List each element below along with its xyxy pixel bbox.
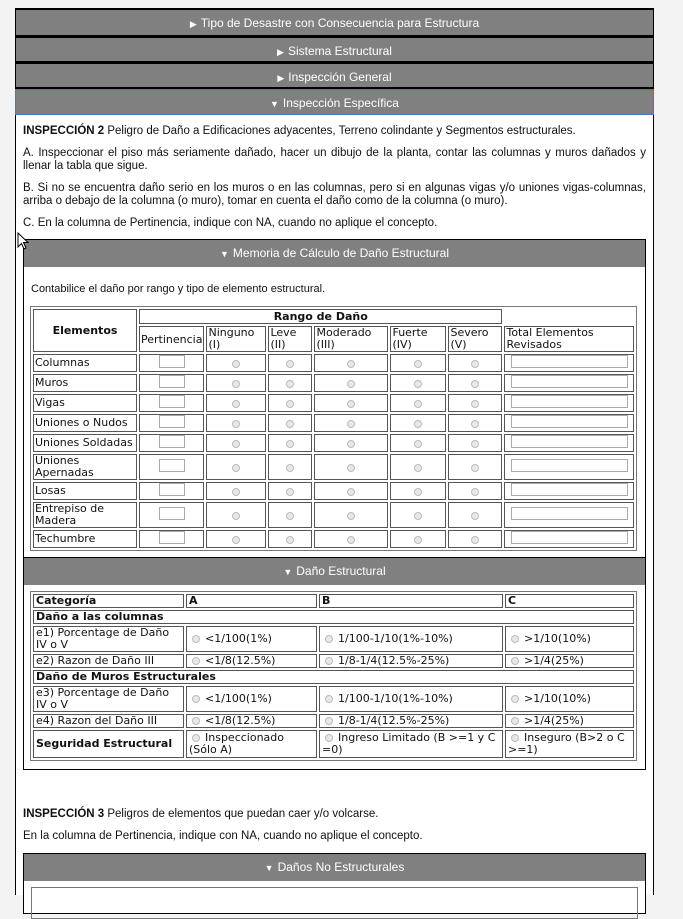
damage-cell — [390, 434, 446, 452]
option-c[interactable] — [505, 686, 634, 712]
radio-button[interactable] — [471, 488, 479, 496]
table-row — [33, 654, 634, 668]
damage-cell — [390, 530, 446, 548]
option-label: >1/10(10%) — [524, 692, 591, 705]
category-label: e2) Razon de Daño III — [33, 654, 184, 668]
damage-cell — [448, 482, 502, 500]
dano-title: Daño Estructural — [296, 564, 386, 578]
option-a[interactable] — [186, 714, 317, 728]
inspeccion3-heading: INSPECCIÓN 3 — [23, 808, 105, 820]
radio-button[interactable] — [325, 695, 333, 703]
option-a[interactable] — [186, 686, 317, 712]
damage-cell — [268, 434, 312, 452]
triangle-right-icon: ▶ — [189, 19, 197, 29]
radio-button[interactable] — [347, 400, 355, 408]
radio-button[interactable] — [347, 440, 355, 448]
radio-button[interactable] — [414, 536, 422, 544]
accordion-inspeccion-general[interactable] — [15, 63, 654, 89]
option-label: <1/100(1%) — [205, 632, 272, 645]
pertinencia-input[interactable] — [159, 483, 185, 496]
element-label: Techumbre — [33, 530, 137, 548]
accordion-label: Sistema Estructural — [287, 44, 392, 58]
header-damage-2: Moderado (III) — [314, 326, 388, 352]
pertinencia-cell — [139, 530, 204, 548]
accordion — [15, 8, 654, 895]
triangle-right-icon: ▶ — [277, 47, 284, 57]
accordion-sistema-estructural[interactable] — [15, 37, 654, 63]
element-label: Entrepiso de Madera — [33, 502, 137, 528]
damage-cell — [448, 454, 502, 480]
damage-cell — [448, 414, 502, 432]
pertinencia-cell — [139, 502, 204, 528]
radio-button[interactable] — [232, 512, 240, 520]
accordion-label: Inspección General — [288, 70, 392, 84]
header-categoria: Categoría — [33, 594, 184, 608]
damage-cell — [206, 482, 266, 500]
pertinencia-input[interactable] — [159, 435, 185, 448]
damage-cell — [314, 354, 388, 372]
table-row — [33, 530, 634, 548]
damage-cell — [206, 502, 266, 528]
damage-cell — [390, 374, 446, 392]
radio-button[interactable] — [511, 657, 519, 665]
damage-cell — [314, 374, 388, 392]
option-label: Ingreso Limitado (B >=1 y C =0) — [322, 731, 496, 756]
damage-cell — [206, 454, 266, 480]
total-input[interactable] — [511, 415, 628, 428]
element-label: Losas — [33, 482, 137, 500]
damage-cell — [448, 434, 502, 452]
damage-cell — [314, 434, 388, 452]
damage-cell — [390, 354, 446, 372]
option-label: Inspeccionado (Sólo A) — [189, 731, 285, 756]
damage-cell — [268, 354, 312, 372]
header-c: C — [505, 594, 634, 608]
memoria-header[interactable] — [24, 240, 645, 267]
category-label: e1) Porcentage de Daño IV o V — [33, 626, 184, 652]
damage-cell — [268, 502, 312, 528]
option-label: 1/100-1/10(1%-10%) — [338, 632, 453, 645]
header-damage-0: Ninguno (I) — [206, 326, 266, 352]
accordion-label: Inspección Específica — [282, 96, 399, 110]
option-label: <1/100(1%) — [205, 692, 272, 705]
radio-button[interactable] — [414, 512, 422, 520]
radio-button[interactable] — [192, 635, 200, 643]
memoria-table — [30, 306, 637, 551]
total-cell — [504, 434, 634, 452]
damage-cell — [390, 482, 446, 500]
pertinencia-input[interactable] — [159, 415, 185, 428]
radio-button[interactable] — [325, 657, 333, 665]
no-estructurales-header[interactable] — [24, 854, 645, 881]
table-row — [33, 374, 634, 392]
radio-button[interactable] — [471, 380, 479, 388]
option-a[interactable] — [186, 626, 317, 652]
radio-button[interactable] — [511, 734, 519, 742]
damage-cell — [206, 530, 266, 548]
header-pertinencia: Pertinencia — [139, 326, 204, 352]
inspeccion-especifica-panel — [15, 115, 654, 895]
pertinencia-input[interactable] — [159, 531, 185, 544]
inspeccion2-desc: Peligro de Daño a Edificaciones adyacentes, Terreno colindante y Segmentos estructurales. — [104, 125, 576, 137]
radio-button[interactable] — [286, 380, 294, 388]
total-cell — [504, 374, 634, 392]
no-estructurales-table — [31, 887, 638, 919]
radio-button[interactable] — [232, 536, 240, 544]
total-cell — [504, 530, 634, 548]
inspeccion2-heading: INSPECCIÓN 2 — [23, 125, 105, 137]
radio-button[interactable] — [511, 635, 519, 643]
header-damage-1: Leve (II) — [268, 326, 312, 352]
element-label: Vigas — [33, 394, 137, 412]
no-estructurales-section — [23, 853, 646, 914]
radio-button[interactable] — [471, 360, 479, 368]
radio-button[interactable] — [286, 488, 294, 496]
total-input[interactable] — [511, 375, 628, 388]
header-a: A — [186, 594, 317, 608]
damage-cell — [448, 394, 502, 412]
category-label: e3) Porcentage de Daño IV o V — [33, 686, 184, 712]
pertinencia-cell — [139, 414, 204, 432]
dano-table — [30, 591, 637, 761]
pertinencia-input[interactable] — [159, 355, 185, 368]
radio-button[interactable] — [471, 400, 479, 408]
memoria-section — [23, 239, 646, 558]
total-cell — [504, 354, 634, 372]
memoria-lead: Contabilice el daño por rango y tipo de elemento estructural. — [31, 283, 326, 295]
header-elementos: Elementos — [33, 309, 137, 352]
option-label: 1/8-1/4(12.5%-25%) — [338, 654, 450, 667]
radio-button[interactable] — [232, 360, 240, 368]
option-c[interactable] — [505, 626, 634, 652]
radio-button[interactable] — [347, 464, 355, 472]
damage-cell — [268, 482, 312, 500]
radio-button[interactable] — [232, 420, 240, 428]
radio-button[interactable] — [286, 360, 294, 368]
option-label: >1/10(10%) — [524, 632, 591, 645]
damage-cell — [268, 530, 312, 548]
radio-button[interactable] — [414, 400, 422, 408]
damage-cell — [448, 530, 502, 548]
radio-button[interactable] — [192, 695, 200, 703]
table-row — [33, 354, 634, 372]
total-input[interactable] — [511, 507, 628, 520]
damage-cell — [314, 454, 388, 480]
radio-button[interactable] — [414, 420, 422, 428]
table-row — [33, 482, 634, 500]
option-b[interactable] — [319, 686, 503, 712]
total-cell — [504, 482, 634, 500]
radio-button[interactable] — [414, 440, 422, 448]
radio-button[interactable] — [414, 488, 422, 496]
pertinencia-cell — [139, 374, 204, 392]
radio-button[interactable] — [471, 512, 479, 520]
inspeccion3-note: En la columna de Pertinencia, indique con NA, cuando no aplique el concepto. — [23, 830, 423, 842]
radio-button[interactable] — [347, 536, 355, 544]
seguridad-label: Seguridad Estructural — [33, 730, 184, 758]
triangle-right-icon: ▶ — [277, 73, 285, 83]
radio-button[interactable] — [286, 464, 294, 472]
category-label: e4) Razon del Daño III — [33, 714, 184, 728]
seguridad-option-c[interactable] — [505, 730, 634, 758]
group-muros: Daño de Muros Estructurales — [33, 670, 634, 684]
pertinencia-input[interactable] — [159, 459, 185, 472]
table-row — [33, 454, 634, 480]
radio-button[interactable] — [325, 734, 333, 742]
pertinencia-input[interactable] — [159, 375, 185, 388]
group-columnas: Daño a las columnas — [33, 610, 634, 624]
header-total: Total Elementos Revisados — [504, 326, 634, 352]
damage-cell — [314, 394, 388, 412]
element-label: Uniones Soldadas — [33, 434, 137, 452]
radio-button[interactable] — [286, 400, 294, 408]
total-cell — [504, 414, 634, 432]
option-c[interactable] — [505, 714, 634, 728]
damage-cell — [448, 374, 502, 392]
damage-cell — [314, 482, 388, 500]
damage-cell — [448, 354, 502, 372]
pertinencia-cell — [139, 354, 204, 372]
total-input[interactable] — [511, 459, 628, 472]
element-label: Muros — [33, 374, 137, 392]
total-cell — [504, 454, 634, 480]
table-row — [33, 414, 634, 432]
option-b[interactable] — [319, 714, 503, 728]
instruction-c: C. En la columna de Pertinencia, indique con NA, cuando no aplique el concepto. — [23, 217, 438, 229]
radio-button[interactable] — [192, 717, 200, 725]
radio-button[interactable] — [471, 440, 479, 448]
damage-cell — [206, 434, 266, 452]
radio-button[interactable] — [286, 512, 294, 520]
radio-button[interactable] — [192, 734, 200, 742]
table-row — [33, 434, 634, 452]
option-label: 1/100-1/10(1%-10%) — [338, 692, 453, 705]
header-b: B — [319, 594, 503, 608]
header-empty — [504, 309, 634, 324]
damage-cell — [448, 502, 502, 528]
accordion-tipo-desastre[interactable] — [15, 8, 654, 37]
pertinencia-cell — [139, 434, 204, 452]
triangle-down-icon: ▼ — [270, 99, 279, 109]
radio-button[interactable] — [232, 464, 240, 472]
pertinencia-input[interactable] — [159, 507, 185, 520]
damage-cell — [314, 414, 388, 432]
damage-cell — [390, 414, 446, 432]
radio-button[interactable] — [347, 488, 355, 496]
seguridad-option-a[interactable] — [186, 730, 317, 758]
damage-cell — [206, 394, 266, 412]
damage-cell — [268, 414, 312, 432]
option-label: Inseguro (B>2 o C >=1) — [508, 731, 625, 756]
table-row — [33, 714, 634, 728]
radio-button[interactable] — [286, 440, 294, 448]
dano-header[interactable] — [24, 558, 645, 585]
radio-button[interactable] — [232, 488, 240, 496]
radio-button[interactable] — [414, 464, 422, 472]
radio-button[interactable] — [471, 420, 479, 428]
pertinencia-cell — [139, 454, 204, 480]
damage-cell — [390, 454, 446, 480]
damage-cell — [206, 414, 266, 432]
header-damage-4: Severo (V) — [448, 326, 502, 352]
radio-button[interactable] — [414, 360, 422, 368]
accordion-label: Tipo de Desastre con Consecuencia para Estructura — [200, 16, 480, 30]
damage-cell — [206, 374, 266, 392]
instruction-b: B. Si no se encuentra daño serio en los muros o en las columnas, pero si en algunas vigas y/o uniones vigas-columnas, arriba o debajo de la columna (o muro), tomar en cuenta el daño como de la columna (o muro). — [23, 182, 646, 207]
option-label: >1/4(25%) — [524, 654, 584, 667]
total-input[interactable] — [511, 483, 628, 496]
table-row — [33, 686, 634, 712]
radio-button[interactable] — [347, 380, 355, 388]
triangle-down-icon: ▼ — [283, 567, 293, 577]
element-label: Columnas — [33, 354, 137, 372]
total-cell — [504, 502, 634, 528]
radio-button[interactable] — [511, 717, 519, 725]
radio-button[interactable] — [286, 536, 294, 544]
radio-button[interactable] — [347, 512, 355, 520]
damage-cell — [314, 530, 388, 548]
radio-button[interactable] — [286, 420, 294, 428]
table-row — [33, 626, 634, 652]
header-rango: Rango de Daño — [139, 309, 502, 324]
option-c[interactable] — [505, 654, 634, 668]
radio-button[interactable] — [471, 536, 479, 544]
pertinencia-cell — [139, 482, 204, 500]
radio-button[interactable] — [347, 360, 355, 368]
dano-section — [23, 557, 646, 770]
option-label: 1/8-1/4(12.5%-25%) — [338, 714, 450, 727]
damage-cell — [268, 374, 312, 392]
radio-button[interactable] — [232, 380, 240, 388]
damage-cell — [390, 394, 446, 412]
no-estructurales-title: Daños No Estructurales — [277, 860, 405, 874]
total-input[interactable] — [511, 395, 628, 408]
radio-button[interactable] — [471, 464, 479, 472]
radio-button[interactable] — [511, 695, 519, 703]
mouse-cursor-icon — [17, 232, 29, 250]
pertinencia-input[interactable] — [159, 395, 185, 408]
total-input[interactable] — [511, 355, 628, 368]
total-input[interactable] — [511, 435, 628, 448]
inspeccion2-title — [23, 125, 646, 138]
radio-button[interactable] — [325, 717, 333, 725]
radio-button[interactable] — [414, 380, 422, 388]
element-label: Uniones Apernadas — [33, 454, 137, 480]
element-label: Uniones o Nudos — [33, 414, 137, 432]
damage-cell — [390, 502, 446, 528]
radio-button[interactable] — [347, 420, 355, 428]
instruction-a: A. Inspeccionar el piso más seriamente dañado, hacer un dibujo de la planta, contar las columnas y muros dañados y llenar la tabla que sigue. — [23, 147, 646, 172]
damage-cell — [268, 394, 312, 412]
option-label: <1/8(12.5%) — [205, 654, 276, 667]
radio-button[interactable] — [192, 657, 200, 665]
damage-cell — [268, 454, 312, 480]
memoria-title: Memoria de Cálculo de Daño Estructural — [232, 246, 450, 260]
seguridad-option-b[interactable] — [319, 730, 503, 758]
option-label: >1/4(25%) — [524, 714, 584, 727]
option-label: <1/8(12.5%) — [205, 714, 276, 727]
inspeccion3-title — [23, 808, 646, 821]
table-row — [33, 502, 634, 528]
triangle-down-icon: ▼ — [264, 863, 274, 873]
option-b[interactable] — [319, 626, 503, 652]
option-b[interactable] — [319, 654, 503, 668]
damage-cell — [314, 502, 388, 528]
total-input[interactable] — [511, 531, 628, 544]
damage-cell — [206, 354, 266, 372]
inspeccion3-desc: Peligros de elementos que puedan caer y/o volcarse. — [104, 808, 379, 820]
option-a[interactable] — [186, 654, 317, 668]
radio-button[interactable] — [232, 440, 240, 448]
pertinencia-cell — [139, 394, 204, 412]
radio-button[interactable] — [325, 635, 333, 643]
table-row — [33, 394, 634, 412]
radio-button[interactable] — [232, 400, 240, 408]
total-cell — [504, 394, 634, 412]
header-damage-3: Fuerte (IV) — [390, 326, 446, 352]
accordion-inspeccion-especifica[interactable] — [15, 89, 654, 115]
triangle-down-icon: ▼ — [219, 249, 229, 259]
